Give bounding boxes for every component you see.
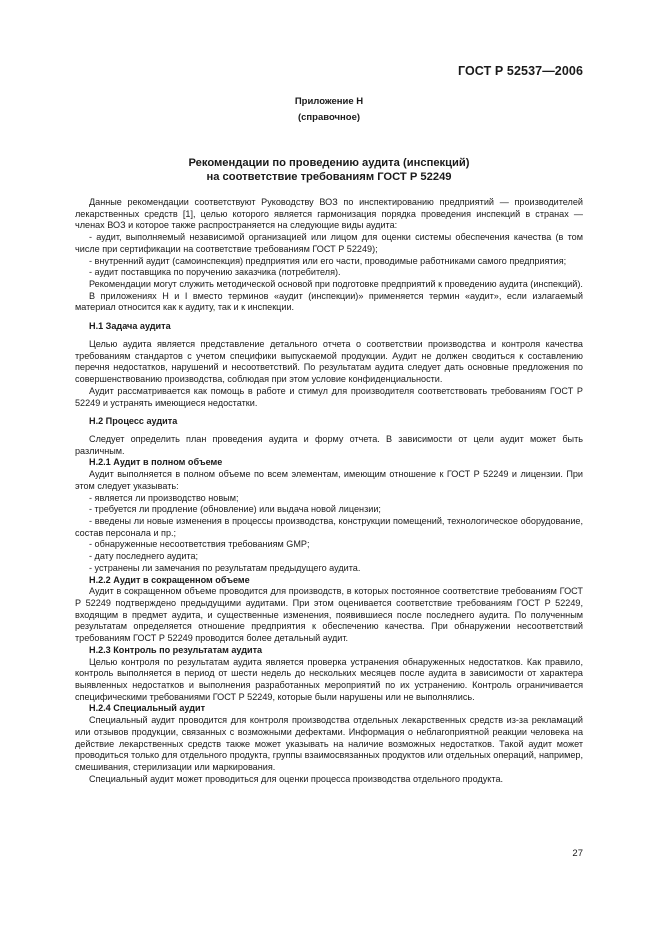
section-paragraph: Аудит в сокращенном объеме проводится для производств, в которых постоянное соответствие требованиям ГОСТ Р 52249 подтверждено предыдущими аудитами. При этом оценивается соответствие требованиям ГОСТ Р 52249, входящим в предмет аудита, и существенные изменения, появившиеся после последнего аудита. По полученным результатам определяется отношение предприятия к обеспечению качества. При обнаружении несоответствий требованиям ГОСТ Р 52249 проводится более детальный аудит.: [75, 586, 583, 644]
standard-code-header: ГОСТ Р 52537—2006: [457, 64, 583, 78]
section-heading-h2: Н.2 Процесс аудита: [89, 415, 178, 426]
intro-list-item: - аудит поставщика по поручению заказчика (потребителя).: [89, 267, 341, 278]
intro-paragraph: В приложениях Н и I вместо терминов «аудит (инспекции)» применяется термин «аудит», если излагаемый материал относится как к аудиту, так и к инспекции.: [75, 290, 583, 313]
section-paragraph: Аудит выполняется в полном объеме по всем элементам, имеющим отношение к ГОСТ Р 52249 и лицензии. При этом следует указывать:: [75, 469, 583, 491]
page-number: 27: [572, 848, 583, 859]
section-paragraph: Специальный аудит проводится для контроля производства отдельных лекарственных средств из-за рекламаций или отзывов продукции, связанных с возможными дефектами. Информация о неблагоприятной реакции человека на действие лекарственных средств также может указывать на наличие возможных недостатков. Такой аудит может проводиться только для отдельного продукта, группы взаимосвязанных продуктов или отдельных операций, например, смешивания, стерилизации или маркирования.: [75, 715, 583, 773]
list-item: - требуется ли продление (обновление) или выдача новой лицензии;: [89, 504, 381, 515]
appendix-note: (справочное): [297, 112, 361, 123]
document-page: [75, 0, 583, 936]
subsection-heading-h2-2: Н.2.2 Аудит в сокращенном объеме: [89, 574, 250, 585]
list-item: - является ли производство новым;: [89, 492, 239, 503]
section-paragraph: Аудит рассматривается как помощь в работе и стимул для производителя соответствовать требованиям ГОСТ Р 52249 и устранять имеющиеся недостатки.: [75, 385, 583, 408]
subsection-heading-h2-4: Н.2.4 Специальный аудит: [89, 703, 206, 714]
section-paragraph: Целью контроля по результатам аудита является проверка устранения обнаруженных недостатков. Как правило, контроль выполняется в период от шести недель до нескольких месяцев после аудита в зависимости от характера выявленных недостатков и выполнения разработанных мероприятий по их устранению. Контроль ограничивается специфическими требованиями ГОСТ Р 52249, которые были нарушены или не выполнялись.: [75, 656, 583, 702]
section-paragraph: Целью аудита является представление детального отчета о соответствии производства и контроля качества требованиям стандартов с учетом специфики выпускаемой продукции. Аудит не должен сводиться к составлению перечня недостатков, нарушений и несоответствий. По результатам аудита следует дать основные предложения по совершенствованию производства, соблюдая при этом условие конфиденциальности.: [75, 338, 583, 385]
list-item: - введены ли новые изменения в процессы производства, конструкции помещений, технологическое оборудование, состав персонала и пр.;: [75, 515, 583, 538]
section-heading-h1: Н.1 Задача аудита: [89, 320, 171, 331]
list-item: - дату последнего аудита;: [89, 551, 199, 562]
subsection-heading-h2-1: Н.2.1 Аудит в полном объеме: [89, 457, 223, 468]
intro-list-item: - внутренний аудит (самоинспекция) предприятия или его части, проводимые работниками самого предприятия;: [89, 255, 567, 266]
intro-paragraph: Рекомендации могут служить методической основой при подготовке предприятий к проведению аудита (инспекций).: [89, 279, 583, 290]
appendix-label: Приложение Н: [294, 96, 364, 107]
title-line-1: Рекомендации по проведению аудита (инспекций): [188, 157, 470, 169]
document-body: [75, 197, 583, 786]
intro-paragraph: Данные рекомендации соответствуют Руководству ВОЗ по инспектированию предприятий — производителей лекарственных средств [1], целью которого является гармонизация порядка проведения инспекций в странах — членах ВОЗ и которое также распространяется на следующие виды аудита:: [75, 197, 583, 231]
subsection-heading-h2-3: Н.2.3 Контроль по результатам аудита: [89, 644, 263, 655]
section-paragraph: Специальный аудит может проводиться для оценки процесса производства отдельного продукта.: [89, 773, 504, 784]
list-item: - обнаруженные несоответствия требованиям GMP;: [89, 539, 310, 550]
appendix-heading: [75, 94, 583, 126]
intro-list-item: - аудит, выполняемый независимой организацией или лицом для оценки системы обеспечения качества (в том числе при сертификации на соответствие требованиям ГОСТ Р 52249);: [75, 232, 583, 254]
list-item: - устранены ли замечания по результатам предыдущего аудита.: [89, 562, 361, 573]
document-title: [75, 156, 583, 184]
title-line-2: на соответствие требованиям ГОСТ Р 52249: [206, 171, 452, 183]
section-paragraph: Следует определить план проведения аудита и форму отчета. В зависимости от цели аудит может быть различным.: [75, 433, 583, 456]
